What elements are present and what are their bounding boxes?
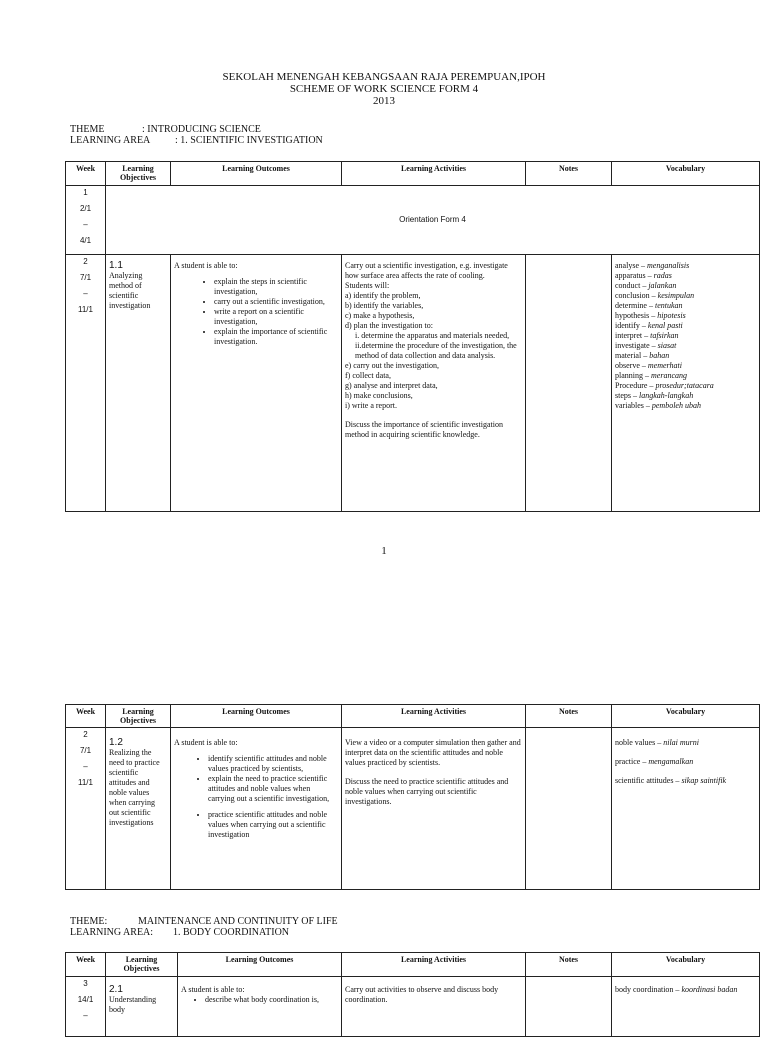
week-cell: [66, 728, 106, 890]
col-week: Week: [66, 953, 106, 977]
col-outcomes: Learning Outcomes: [171, 162, 342, 186]
col-outcomes: Learning Outcomes: [171, 705, 342, 728]
vocab-item: steps – langkah-langkah: [615, 391, 694, 400]
list-item: • write a report on a scientific investigation,: [214, 307, 338, 327]
vocab-item: material – bahan: [615, 351, 670, 360]
activities-cell: [342, 977, 526, 1037]
objective-number: 1.2: [109, 737, 123, 748]
col-notes: Notes: [526, 705, 612, 728]
list-item: • describe what body coordination is,: [205, 995, 338, 1005]
activity-line: f) collect data,: [345, 371, 391, 380]
scheme-table-2: [65, 704, 760, 890]
objective-number: 1.1: [109, 260, 123, 271]
week-number: 1: [83, 188, 88, 197]
week-end: 11/1: [78, 305, 93, 314]
objective-cell: [106, 728, 171, 890]
list-item: • identify scientific attitudes and noble values practiced by scientists,: [208, 754, 338, 774]
col-objectives: Learning Objectives: [106, 162, 171, 186]
scheme-table-3: [65, 952, 760, 1037]
outcome-list: [174, 277, 338, 347]
vocab-item: identify – kenal pasti: [615, 321, 683, 330]
week-number: 2: [83, 257, 88, 266]
week-number: 3: [83, 979, 88, 988]
col-vocabulary: Vocabulary: [612, 162, 760, 186]
section-2-meta: [70, 916, 338, 938]
theme-label: THEME: [70, 124, 105, 135]
week-end: 4/1: [79, 236, 92, 245]
activity-text: View a video or a computer simulation then gather and interpret data on the scientific attitudes and noble values practiced by scientists.: [345, 738, 521, 767]
activity-text: Carry out activities to observe and discuss body coordination.: [345, 985, 499, 1004]
vocab-item: variables – pemboleh ubah: [615, 401, 701, 410]
learning-area-value: 1. BODY COORDINATION: [173, 927, 290, 938]
table-row: [66, 255, 760, 512]
table-row: [66, 977, 760, 1037]
week-start: 2/1: [79, 204, 92, 213]
objective-text: Analyzing method of scientific investigation: [109, 271, 151, 310]
col-week: Week: [66, 162, 106, 186]
vocabulary-cell: [612, 977, 760, 1037]
activity-line: i) write a report.: [345, 401, 397, 410]
section-1-meta: [70, 124, 323, 146]
table-row: [66, 728, 760, 890]
vocabulary-cell: [612, 728, 760, 890]
objective-cell: [106, 977, 178, 1037]
activities-cell: [342, 728, 526, 890]
objective-text: Realizing the need to practice scientific attitudes and noble values when carrying out scientific investigations: [109, 748, 160, 827]
list-item: • explain the steps in scientific investigation,: [214, 277, 338, 297]
list-item: • explain the need to practice scientific attitudes and noble values when carrying out a scientific investigation,: [208, 774, 338, 804]
activity-line: Carry out a scientific investigation, e.g. investigate how surface area affects the rate of cooling.: [345, 261, 508, 280]
activity-line: ii.determine the procedure of the investigation, the method of data collection and data analysis.: [355, 341, 517, 360]
col-vocabulary: Vocabulary: [612, 953, 760, 977]
vocab-item: Procedure – prosedur;tatacara: [615, 381, 714, 390]
page-number: 1: [381, 545, 387, 557]
learning-area-label: LEARNING AREA:: [70, 927, 154, 938]
vocab-item: noble values – nilai murni: [615, 738, 699, 747]
vocab-item: conduct – jalankan: [615, 281, 677, 290]
col-notes: Notes: [526, 162, 612, 186]
theme-label: THEME:: [70, 916, 108, 927]
table-header-row: [66, 162, 760, 186]
vocab-item: apparatus – radas: [615, 271, 672, 280]
scheme-table-1: [65, 161, 760, 512]
col-outcomes: Learning Outcomes: [178, 953, 342, 977]
list-item: • carry out a scientific investigation,: [214, 297, 338, 307]
week-cell: [66, 186, 106, 255]
outcome-list: [181, 995, 338, 1005]
col-week: Week: [66, 705, 106, 728]
activity-text: Discuss the need to practice scientific attitudes and noble values when carrying out scientific investigations.: [345, 777, 509, 806]
col-activities: Learning Activities: [342, 953, 526, 977]
week-number: 2: [83, 730, 88, 739]
vocab-item: investigate – siasat: [615, 341, 677, 350]
week-dash: –: [83, 762, 88, 771]
outcome-list: [174, 754, 338, 840]
learning-area-label: LEARNING AREA: [70, 135, 151, 146]
document-header: [0, 71, 768, 107]
activity-line: g) analyse and interpret data,: [345, 381, 438, 390]
activity-discussion: Discuss the importance of scientific investigation method in acquiring scientific knowledge.: [345, 420, 503, 439]
list-item: • explain the importance of scientific investigation.: [214, 327, 338, 347]
week-start: 7/1: [79, 746, 92, 755]
activity-line: h) make conclusions,: [345, 391, 413, 400]
theme-value: : INTRODUCING SCIENCE: [142, 124, 261, 135]
outcomes-cell: [178, 977, 342, 1037]
vocab-item: determine – tentukan: [615, 301, 683, 310]
vocab-item: hypothesis – hipotesis: [615, 311, 686, 320]
list-item: • practice scientific attitudes and noble values when carrying out a scientific investigation: [208, 810, 338, 840]
vocab-item: practice – mengamalkan: [615, 757, 694, 766]
activity-line: e) carry out the investigation,: [345, 361, 439, 370]
outcomes-cell: [171, 728, 342, 890]
year: 2013: [373, 95, 395, 107]
activity-line: d) plan the investigation to:: [345, 321, 433, 330]
week-end: 11/1: [78, 778, 93, 787]
vocab-item: body coordination – koordinasi badan: [615, 985, 738, 994]
vocab-item: conclusion – kesimpulan: [615, 291, 695, 300]
activity-line: b) identify the variables,: [345, 301, 424, 310]
activity-line: i. determine the apparatus and materials needed,: [355, 331, 510, 340]
week-cell: [66, 977, 106, 1037]
outcome-intro: A student is able to:: [174, 738, 238, 747]
col-objectives: Learning Objectives: [106, 953, 178, 977]
week-dash: –: [83, 289, 88, 298]
activity-line: c) make a hypothesis,: [345, 311, 415, 320]
notes-cell: [526, 255, 612, 512]
outcome-intro: A student is able to:: [181, 985, 245, 994]
col-activities: Learning Activities: [342, 162, 526, 186]
vocab-item: interpret – tafsirkan: [615, 331, 679, 340]
vocab-item: scientific attitudes – sikap saintifik: [615, 776, 727, 785]
scheme-title: SCHEME OF WORK SCIENCE FORM 4: [289, 83, 479, 95]
notes-cell: [526, 977, 612, 1037]
week-start: 14/1: [77, 995, 94, 1004]
col-activities: Learning Activities: [342, 705, 526, 728]
week-cell: [66, 255, 106, 512]
col-notes: Notes: [526, 953, 612, 977]
vocabulary-cell: [612, 255, 760, 512]
vocab-item: analyse – menganalisis: [615, 261, 690, 270]
table-row: [66, 186, 760, 255]
week-dash: –: [83, 1011, 88, 1020]
col-vocabulary: Vocabulary: [612, 705, 760, 728]
notes-cell: [526, 728, 612, 890]
week-dash: –: [83, 220, 88, 229]
learning-area-value: : 1. SCIENTIFIC INVESTIGATION: [175, 135, 323, 146]
orientation-cell: Orientation Form 4: [106, 186, 760, 255]
table-header-row: [66, 953, 760, 977]
objective-cell: [106, 255, 171, 512]
activity-line: Students will:: [345, 281, 390, 290]
outcome-intro: A student is able to:: [174, 261, 238, 270]
week-start: 7/1: [79, 273, 92, 282]
vocab-item: planning – merancang: [615, 371, 687, 380]
school-name: SEKOLAH MENENGAH KEBANGSAAN RAJA PEREMPUAN,IPOH: [222, 71, 546, 83]
activity-line: a) identify the problem,: [345, 291, 421, 300]
outcomes-cell: [171, 255, 342, 512]
vocab-item: observe – memerhati: [615, 361, 682, 370]
objective-number: 2.1: [109, 984, 123, 995]
col-objectives: Learning Objectives: [106, 705, 171, 728]
objective-text: Understanding body: [109, 995, 157, 1014]
theme-value: MAINTENANCE AND CONTINUITY OF LIFE: [138, 916, 338, 927]
activities-cell: [342, 255, 526, 512]
table-header-row: [66, 705, 760, 728]
